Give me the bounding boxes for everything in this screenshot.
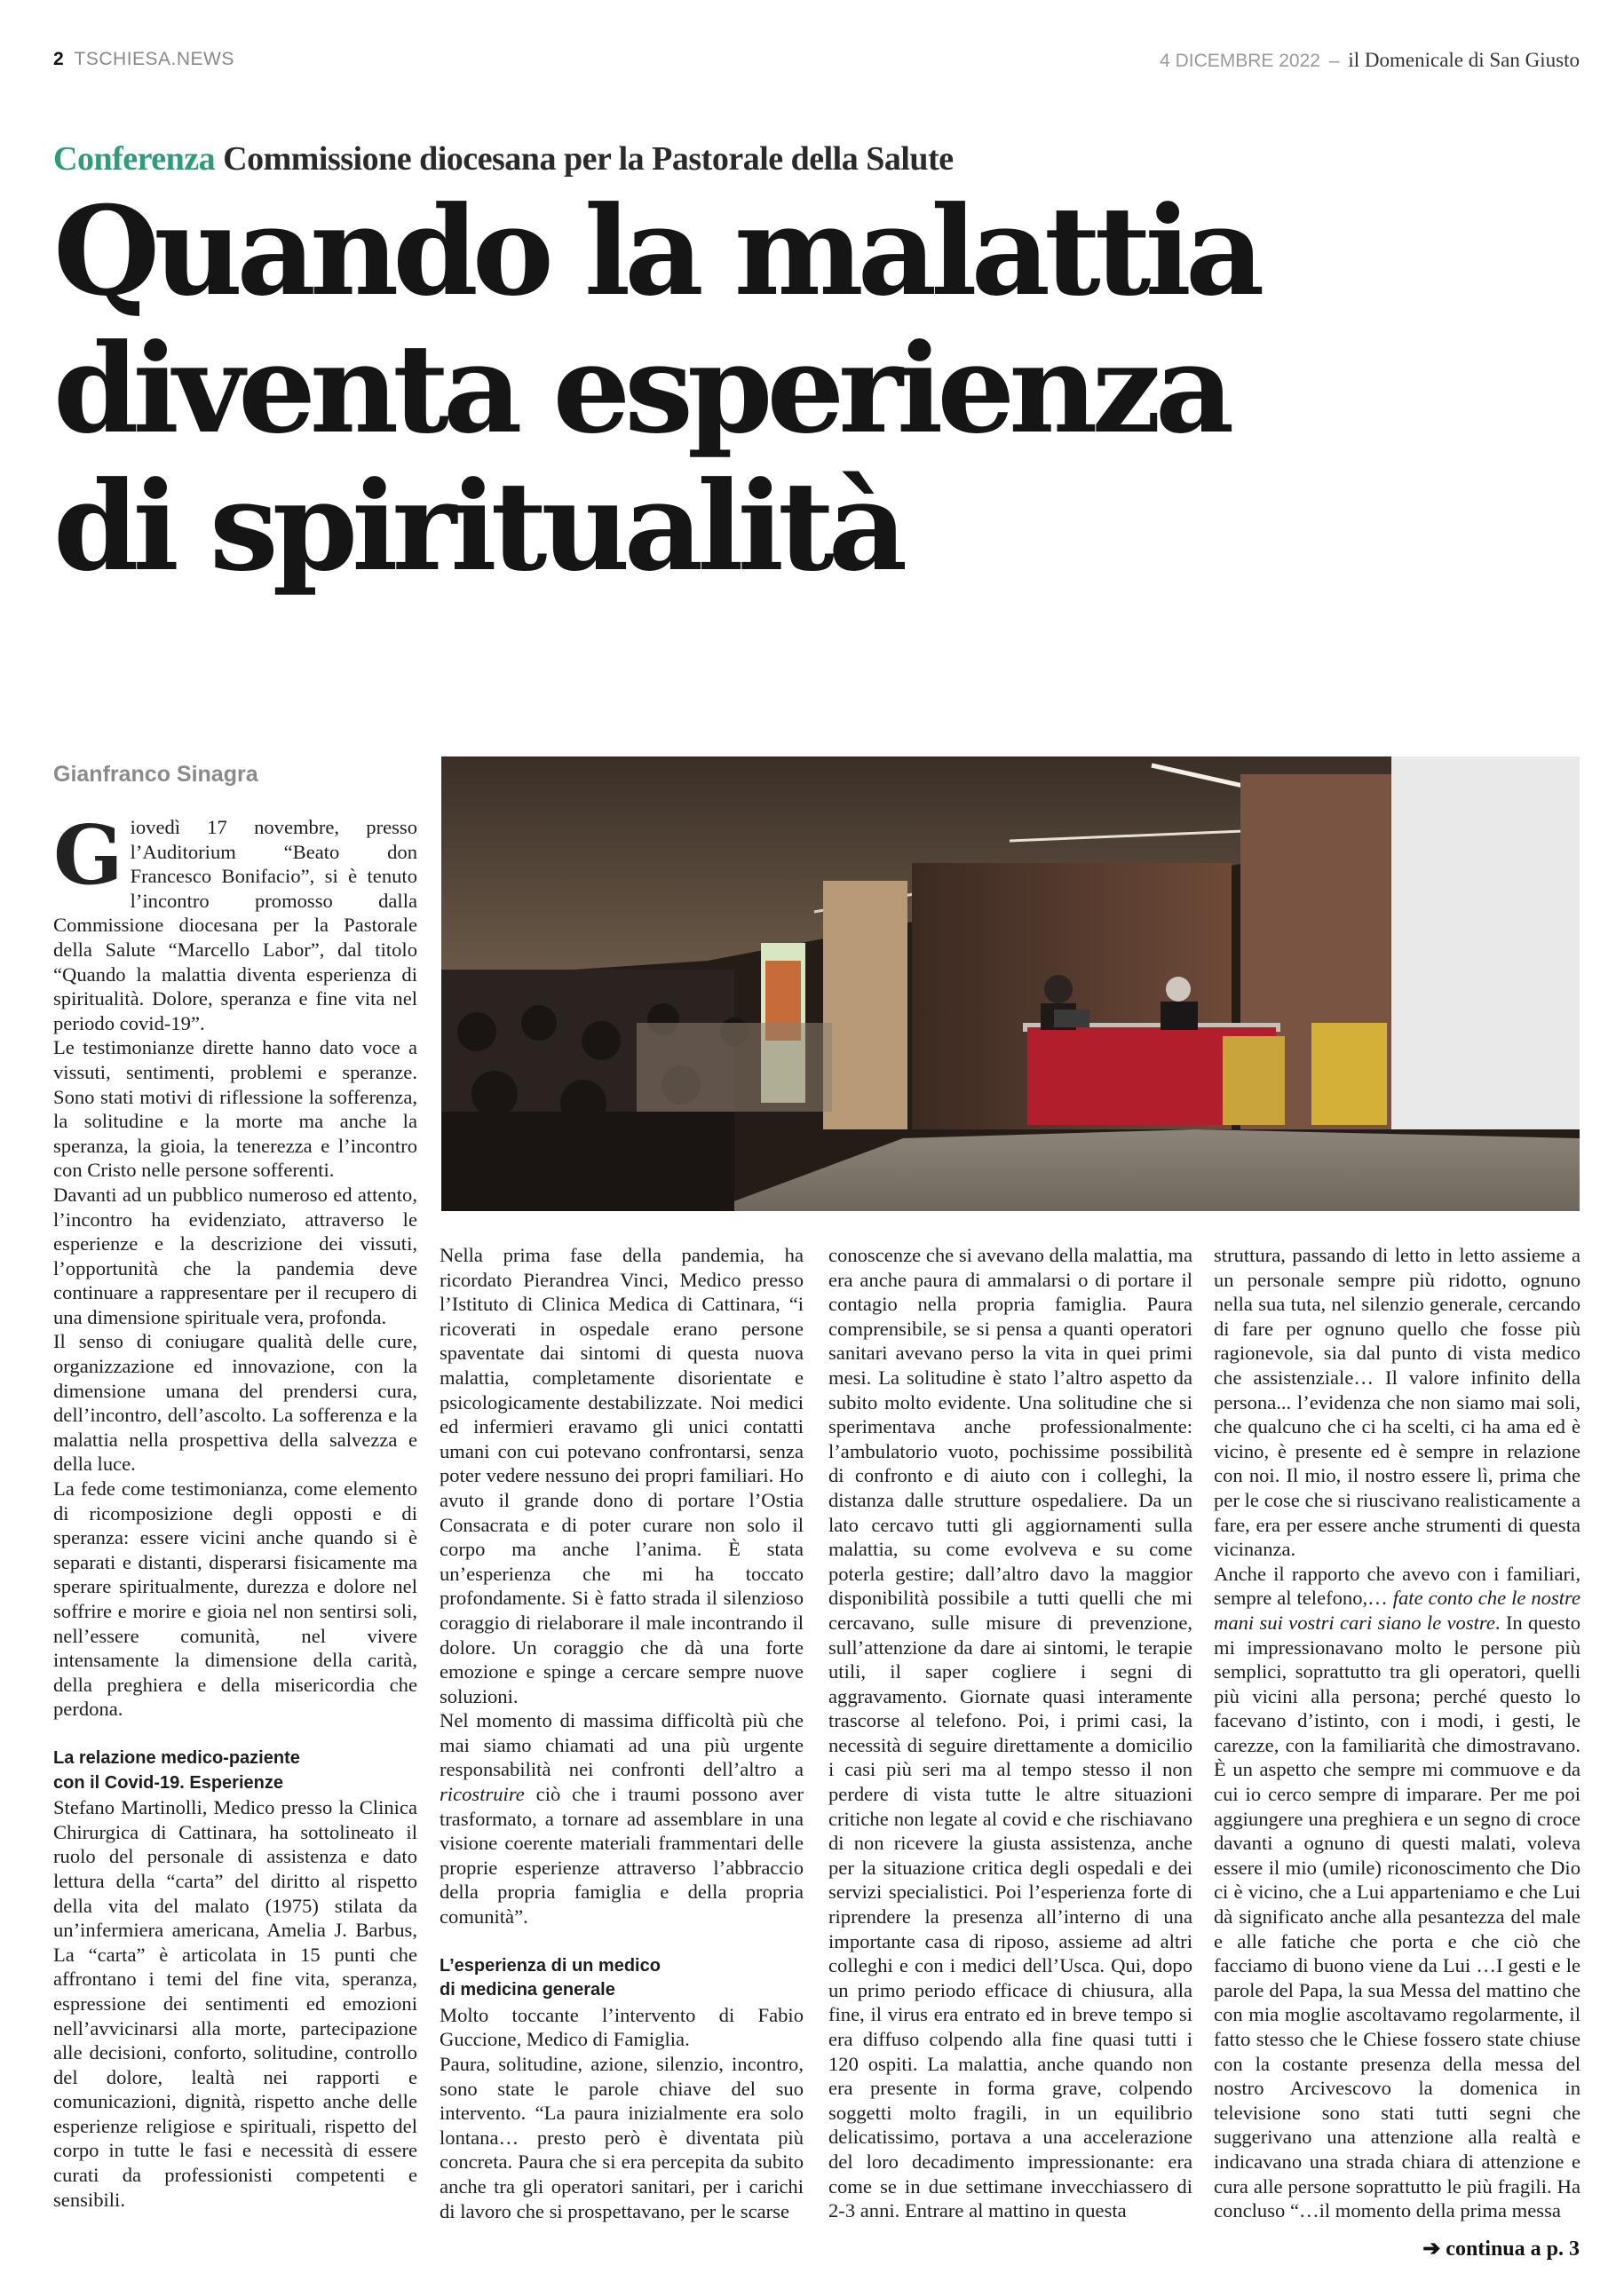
paragraph-text: Molto toccante l’intervento di Fabio Guccione, Medico di Famiglia. bbox=[440, 2003, 804, 2051]
continue-link[interactable] bbox=[1422, 2236, 1580, 2261]
subheading-line: di medicina generale bbox=[440, 1980, 615, 2000]
header-right bbox=[1160, 49, 1580, 72]
page-number: 2 bbox=[53, 49, 64, 69]
issue-date: 4 DICEMBRE 2022 bbox=[1160, 51, 1320, 71]
italic-quote: fate conto che le nostre mani sui vostri cari siano le vostre bbox=[1214, 1587, 1580, 1634]
article-paragraph bbox=[53, 807, 417, 1035]
paragraph-text: . In questo mi impressionavano molto le persone più semplici, soprattutto tra gli operatori, quelli più vicini alla persona; perché questo lo facevano d’istinto, con i modi, i gesti, le carezze, con la familiarità che dimostravano. È un aspetto che sempre mi commuove e da cui io cerco sempre di imparare. Per me poi aggiungere una preghiera e un segno di croce davanti a ognuno di questi malati, voleva essere il mio (umile) riconoscimento che Dio ci è vicino, che a Lui apparteniamo e che Lui dà significato anche alla pesantezza del male e alle fatiche che porta e che ciò che facciamo di buono viene da Lui …I gesti e le parole del Papa, la sua Messa del mattino che con mia moglie ascoltavamo regolarmente, il fatto stesso che le Chiese fossero state chiuse con la costante presenza della messa del nostro Arcivescovo la domenica in televisione sono stati tutti segni che suggerivano una attenzione alla realtà e indicavano una strada chiara di attenzione e cura alle persone soprattutto le più fragili. Ha concluso “…il momento della prima messa bbox=[1214, 1611, 1580, 2222]
article-paragraph: Il senso di coniugare qualità delle cure, organizzazione ed innovazione, con la dimensione umana del prendersi cura, dell’incontro, dell’ascolto. La sofferenza e la malattia nella prospettiva della salvezza e della luce. bbox=[53, 1330, 417, 1476]
subheading-line: L’esperienza di un medico bbox=[440, 1955, 661, 1976]
publication-name: il Domenicale di San Giusto bbox=[1348, 49, 1580, 71]
italic-quote: ricostruire bbox=[440, 1783, 525, 1806]
conference-room-photo-icon bbox=[441, 756, 1580, 1211]
article-kicker bbox=[53, 139, 954, 178]
article-paragraph bbox=[440, 1243, 804, 1708]
article-paragraph bbox=[1214, 1562, 1580, 2223]
headline bbox=[53, 178, 1385, 598]
paragraph-text: struttura, passando di letto in letto assieme a un personale sempre più ridotto, ognuno nella sua tuta, nel silenzio generale, cercando di fare per ognuno quello che fosse più ragionevole, sia dal punto di vista medico che assistenziale… Il valore infinito della persona... l’evidenza che non siamo mai soli, che qualcuno che ci ha scelti, ci ha ama ed è vicino, è presente ed è sempre in relazione con noi. Il mio, il nostro essere lì, prima che per le cose che si riuscivano realisticamente a fare, era per essere anche strumenti di questa vicinanza. bbox=[1214, 1244, 1580, 1561]
paragraph-text: Paura, solitudine, azione, silenzio, incontro, sono state le parole chiave del suo intervento. “La paura inizialmente era solo lontana… presto però è diventata più concreta. Paura che si era percepita da subito anche tra gli operatori sanitari, per i carichi di lavoro che si prospettavano, per le scarse bbox=[440, 2053, 804, 2222]
header-separator: – bbox=[1328, 51, 1340, 71]
article-paragraph: Le testimonianze dirette hanno dato voce a vissuti, sentimenti, problemi e speranze. Sono stati motivi di riflessione la sofferenza, la solitudine e la morte ma anche la speranza, la gioia, la tenerezza e l’incontro con Cristo nelle persone sofferenti. bbox=[53, 1036, 417, 1182]
continue-text: continua a p. 3 bbox=[1446, 2237, 1580, 2261]
drop-cap: G bbox=[53, 807, 123, 903]
subheading-medico-generale bbox=[440, 1954, 804, 2003]
subheading-medico-paziente bbox=[53, 1746, 417, 1795]
article-paragraph: Davanti ad un pubblico numeroso ed attento, l’incontro ha evidenziato, attraverso le esperienze e la descrizione dei vissuti, l’opportunità che la pandemia deve continuare a rappresentare per il recupero di una dimensione spirituale vera, profonda. bbox=[53, 1183, 417, 1328]
byline: Gianfranco Sinagra bbox=[53, 762, 258, 787]
topic-label: Commissione diocesana per la Pastorale della Salute bbox=[223, 140, 954, 178]
article-paragraph bbox=[1214, 1243, 1580, 1562]
article-paragraph bbox=[440, 2052, 804, 2223]
paragraph-text: Nel momento di massima difficoltà più che mai siamo chiamati ad una più urgente responsabilità nei confronti dell’altro a bbox=[440, 1709, 804, 1781]
article-paragraph bbox=[440, 1708, 804, 1928]
paragraph-text: Anche il rapporto che avevo con i familiari, sempre al telefono,… bbox=[1214, 1562, 1580, 1610]
lead-text: iovedì 17 novembre, presso l’Auditorium “Beato don Francesco Bonifacio”, si è tenuto l’incontro promosso dalla Commissione diocesana per la Pastorale della Salute “Marcello Labor”, dal titolo “Quando la malattia diventa esperienza di spiritualità. Dolore, speranza e fine vita nel periodo covid-19”. bbox=[53, 816, 417, 1034]
conference-photo bbox=[441, 756, 1580, 1211]
site-name[interactable]: TSCHIESA.NEWS bbox=[74, 49, 234, 69]
arrow-right-icon: ➔ bbox=[1422, 2237, 1441, 2261]
article-paragraph bbox=[440, 2003, 804, 2052]
article-column-1 bbox=[53, 807, 417, 2236]
article-paragraph bbox=[828, 1243, 1192, 2223]
subheading-line: con il Covid-19. Esperienze bbox=[53, 1772, 283, 1793]
paragraph-text: ciò che i traumi possono aver trasformato, a tornare ad assemblare in una visione coerente materiali frammentari delle proprie esperienze attraverso l’abbraccio della propria famiglia e della propria comunità”. bbox=[440, 1783, 804, 1928]
article-paragraph: La fede come testimonianza, come elemento di ricomposizione degli opposti e di speranza: essere vicini anche quando si è separati e distanti, disperarsi fisicamente ma sperare spiritualmente, durezza e dolore nel soffrire e morire e gioia nel non sentirsi soli, nell’essere comunità, nel vivere intensamente la dimensione della carità, della preghiera e della misericordia che perdona. bbox=[53, 1477, 417, 1721]
page-header bbox=[53, 49, 1580, 75]
article-column-4-flow bbox=[1214, 1243, 1580, 2223]
headline-line-2: diventa esperienza bbox=[53, 316, 1229, 461]
paragraph-text: Nella prima fase della pandemia, ha ricordato Pierandrea Vinci, Medico presso l’Istituto di Clinica Medica di Cattinara, “i ricoverati in ospedale erano persone spaventate dai sintomi di questa nuova malattia, completamente disorientate e psicologicamente destabilizzate. Noi medici ed infermieri eravamo gli unici contatti umani con cui potevano confrontarsi, senza poter vedere nessuno dei propri familiari. Ho avuto il grande dono di portare l’Ostia Consacrata e di poter curare non solo il corpo ma anche l’anima. È stata un’esperienza che mi ha toccato profondamente. Si è fatto strada il silenzioso coraggio di rielaborare il male incontrando il dolore. Un coraggio che dà una forte emozione e spinge a cercare sempre nuove soluzioni. bbox=[440, 1244, 804, 1707]
subheading-line: La relazione medico-paziente bbox=[53, 1747, 300, 1768]
article-column-3-flow bbox=[828, 1243, 1192, 2223]
paragraph-text: conoscenze che si avevano della malattia, ma era anche paura di ammalarsi o di portare il contagio nella propria famiglia. Paura comprensibile, se si pensa a quanti operatori sanitari avevano perso la vita in quei primi mesi. La solitudine è stato l’altro aspetto da subito molto evidente. Una solitudine che si sperimentava anche professionalmente: l’ambulatorio vuoto, pochissime possibilità di confronto e di aiuto con i colleghi, la distanza dalle strutture ospedaliere. Da un lato cercavo tutti gli aggiornamenti sulla malattia, su come evolveva e su come poterla gestire; dall’altro davo la maggior disponibilità possibile a tutti quelli che mi cercavano, sulle misure di prevenzione, sull’attenzione da dare ai sintomi, le terapie utili, il saper cogliere i segni di aggravamento. Giornate quasi interamente trascorse al telefono. Poi, i primi casi, la necessità di seguire direttamente a domicilio i casi più seri ma al tempo stesso il non perdere di vista tutte le altre situazioni critiche non legate al covid e che rischiavano di non ricevere la giusta assistenza, anche per la situazione critica degli ospedali e dei servizi specialistici. Poi l’esperienza forte di riprendere la presenza all’interno di una importante casa di riposo, assieme ad altri colleghi e con i medici dell’Usca. Qui, dopo un primo periodo efficace di chiusura, alla fine, il virus era entrato ed in breve tempo si era diffuso colpendo alla fine quasi tutti i 120 ospiti. La malattia, anche quando non era presente in forma grave, colpendo soggetti molto fragili, in un equilibrio delicatissimo, portava a una accelerazione del loro decadimento impressionante: era come se in due settimane invecchiassero di 2-3 anni. Entrare al mattino in questa bbox=[828, 1244, 1192, 2222]
article-paragraph: Stefano Martinolli, Medico presso la Clinica Chirurgica di Cattinara, ha sottolineato il ruolo del personale di assistenza e dato lettura della “carta” del diritto al rispetto della vita del malato (1975) stilata da un’infermiera americana, Amelia J. Barbus, La “carta” è articolata in 15 punti che affrontano i temi del fine vita, speranza, espressione dei sentimenti ed emozioni nell’avvicinarsi alla morte, partecipazione alle decisioni, conforto, solitudine, controllo del dolore, lealtà nei rapporti e comunicazioni, dignità, rispetto anche delle esperienze religiose e spirituali, rispetto del corpo in tutte le fasi e necessità di essere curati da professionisti competenti e sensibili. bbox=[53, 1796, 417, 2211]
section-label: Conferenza bbox=[53, 140, 216, 178]
headline-line-3: di spiritualità bbox=[53, 454, 902, 598]
article-column-2-flow bbox=[440, 1243, 804, 2223]
headline-line-1: Quando la malattia bbox=[53, 178, 1259, 323]
